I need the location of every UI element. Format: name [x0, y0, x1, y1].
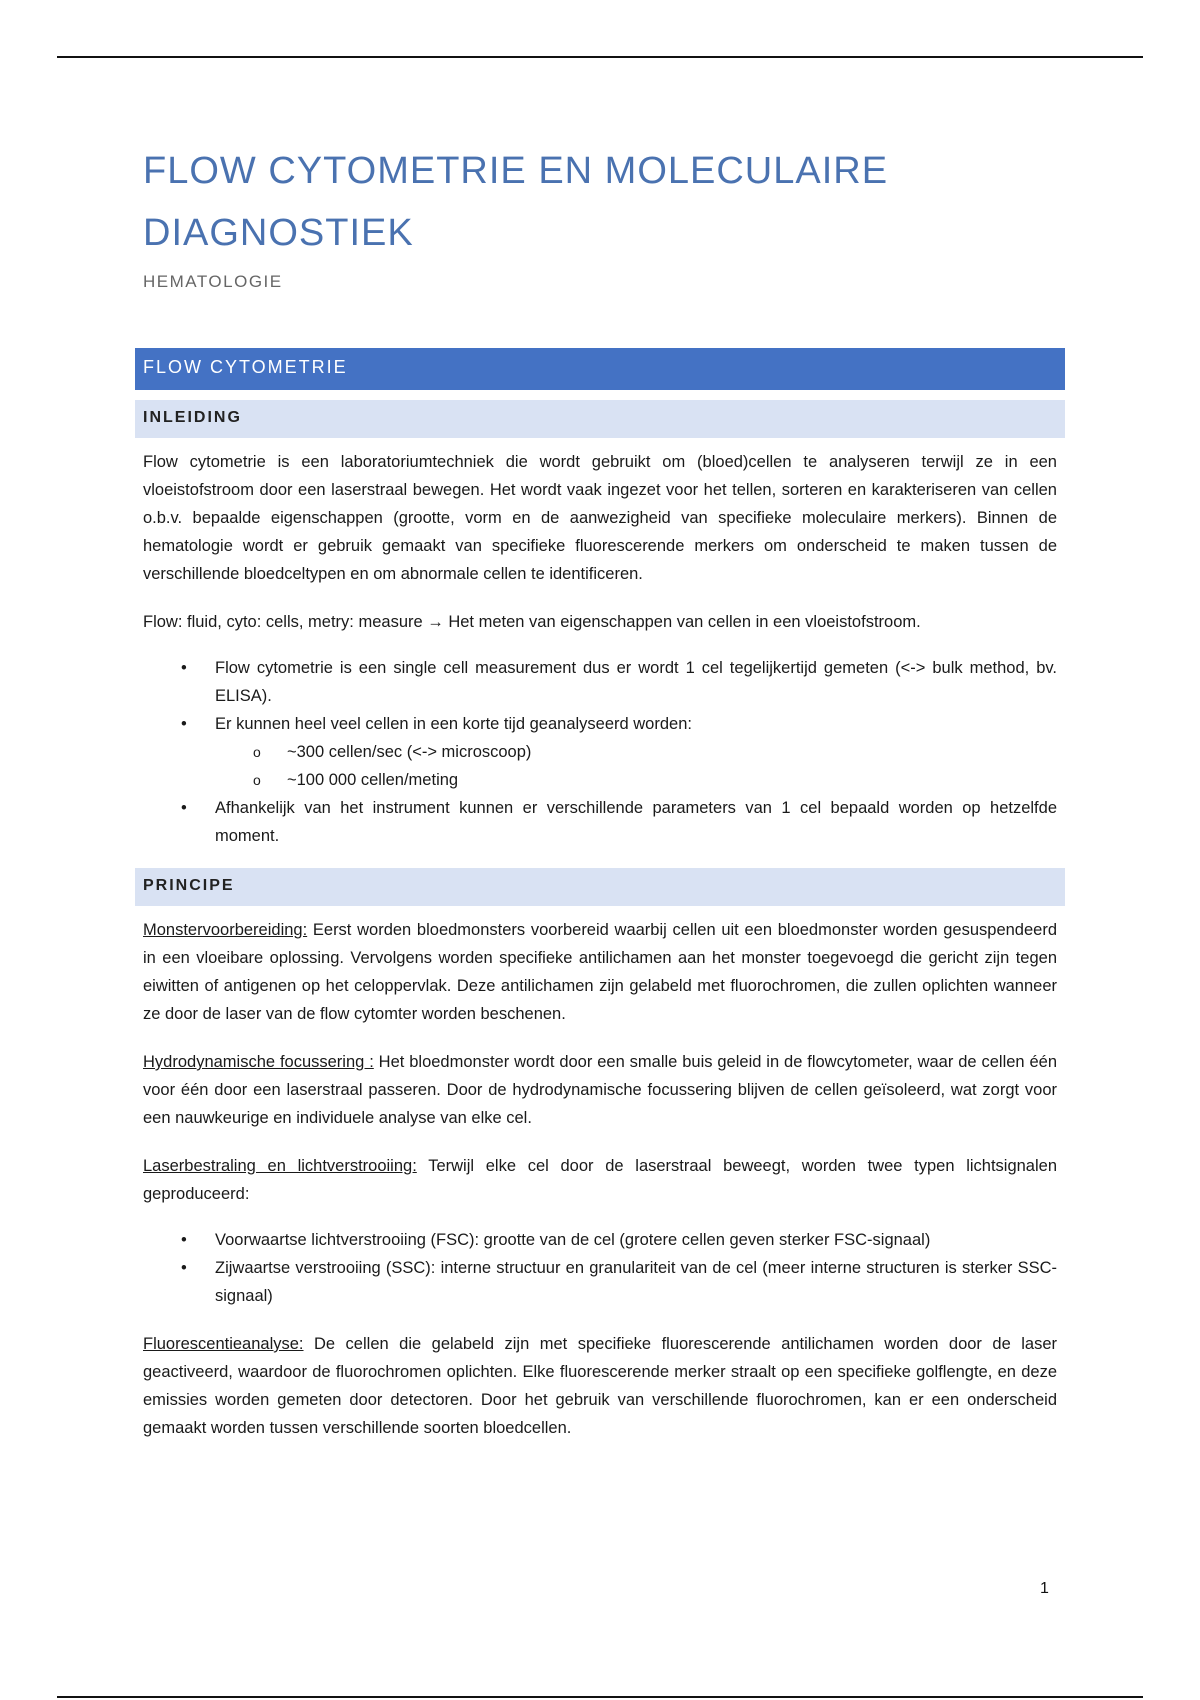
principe-hydrodynamische-focussering [143, 1048, 1057, 1132]
section-heading-flow-cytometrie: FLOW CYTOMETRIE [135, 348, 1065, 390]
bullet-icon: • [181, 715, 187, 733]
sub-list-item-text: ~300 cellen/sec (<-> microscoop) [287, 743, 532, 761]
subsection-heading-inleiding: INLEIDING [135, 400, 1065, 438]
bullet-icon: • [181, 1231, 187, 1249]
term-text: Het bloedmonster wordt door een smalle buis geleid in de flowcytometer, waar de cellen één voor één door een laserstraal passeren. Door de hydrodynamische focussering blijven de cellen geïsoleerd, wat zorgt voor een nauwkeurige en individuele analyse van elke cel. [143, 1053, 1057, 1127]
list-item [143, 794, 1057, 850]
document-title [143, 140, 1057, 264]
laser-bullet-list [143, 1226, 1057, 1310]
bullet-icon: • [181, 659, 187, 677]
list-item [143, 1254, 1057, 1310]
sub-list-item-text: ~100 000 cellen/meting [287, 771, 459, 789]
term-label: Laserbestraling en lichtverstrooiing: [143, 1157, 417, 1175]
inleiding-bullet-list [143, 654, 1057, 850]
footer-rule [57, 1696, 1143, 1698]
list-item [143, 710, 1057, 794]
term-text: Terwijl elke cel door de laserstraal beweegt, worden twee typen lichtsignalen geproduceerd: [143, 1157, 1057, 1203]
list-item-text: Voorwaartse lichtverstrooiing (FSC): grootte van de cel (grotere cellen geven sterker FSC-signaal) [215, 1231, 931, 1249]
title-line-1: FLOW CYTOMETRIE EN MOLECULAIRE [143, 150, 889, 192]
bullet-icon: • [181, 1259, 187, 1277]
term-text: De cellen die gelabeld zijn met specifieke fluorescerende antilichamen worden door de laser geactiveerd, waardoor de fluorochromen oplichten. Elke fluorescerende merker straalt op een specifieke golflengte, en deze emissies worden gemeten door detectoren. Door het gebruik van verschillende fluorochromen, kan er een onderscheid gemaakt worden tussen verschillende soorten bloedcellen. [143, 1335, 1057, 1437]
page-number: 1 [1040, 1580, 1049, 1597]
principe-laserbestraling [143, 1152, 1057, 1208]
circle-bullet-icon: o [253, 744, 261, 760]
principe-fluorescentieanalyse [143, 1330, 1057, 1442]
list-item-text: Zijwaartse verstrooiing (SSC): interne structuur en granulariteit van de cel (meer interne structuren is sterker SSC-signaal) [215, 1259, 1057, 1305]
sub-list-item [215, 766, 1057, 794]
document-body [143, 140, 1057, 1442]
term-label: Monstervoorbereiding: [143, 921, 308, 939]
sub-list-item [215, 738, 1057, 766]
sub-bullet-list [215, 738, 1057, 794]
inleiding-paragraph-2: Flow: fluid, cyto: cells, metry: measure → Het meten van eigenschappen van cellen in een vloeistofstroom. [143, 613, 921, 631]
term-label: Fluorescentieanalyse: [143, 1335, 304, 1353]
list-item-text: Er kunnen heel veel cellen in een korte tijd geanalyseerd worden: [215, 715, 692, 733]
list-item-text: Flow cytometrie is een single cell measurement dus er wordt 1 cel tegelijkertijd gemeten (<-> bulk method, bv. ELISA). [215, 659, 1057, 705]
term-text: Eerst worden bloedmonsters voorbereid waarbij cellen uit een bloedmonster worden gesuspendeerd in een vloeibare oplossing. Vervolgens worden specifieke antilichamen aan het monster toegevoegd die gericht zijn tegen eiwitten of antigenen op het celoppervlak. Deze antilichamen zijn gelabeld met fluorochromen, die zullen oplichten wanneer ze door de laser van de flow cytomter worden beschenen. [143, 921, 1057, 1023]
header-rule [57, 56, 1143, 58]
title-line-2: DIAGNOSTIEK [143, 212, 414, 254]
document-subtitle: HEMATOLOGIE [143, 272, 283, 291]
subsection-heading-principe: PRINCIPE [135, 868, 1065, 906]
list-item-text: Afhankelijk van het instrument kunnen er verschillende parameters van 1 cel bepaald worden op hetzelfde moment. [215, 799, 1057, 845]
list-item [143, 1226, 1057, 1254]
inleiding-paragraph-1: Flow cytometrie is een laboratoriumtechniek die wordt gebruikt om (bloed)cellen te analyseren terwijl ze in een vloeistofstroom door een laserstraal bewegen. Het wordt vaak ingezet voor het tellen, sorteren en karakteriseren van cellen o.b.v. bepaalde eigenschappen (grootte, vorm en de aanwezigheid van specifieke moleculaire merkers). Binnen de hematologie wordt er gebruik gemaakt van specifieke fluorescerende merkers om onderscheid te maken tussen de verschillende bloedceltypen en om abnormale cellen te identificeren. [143, 453, 1057, 583]
principe-monstervoorbereiding [143, 916, 1057, 1028]
circle-bullet-icon: o [253, 772, 261, 788]
list-item [143, 654, 1057, 710]
term-label: Hydrodynamische focussering : [143, 1053, 374, 1071]
bullet-icon: • [181, 799, 187, 817]
